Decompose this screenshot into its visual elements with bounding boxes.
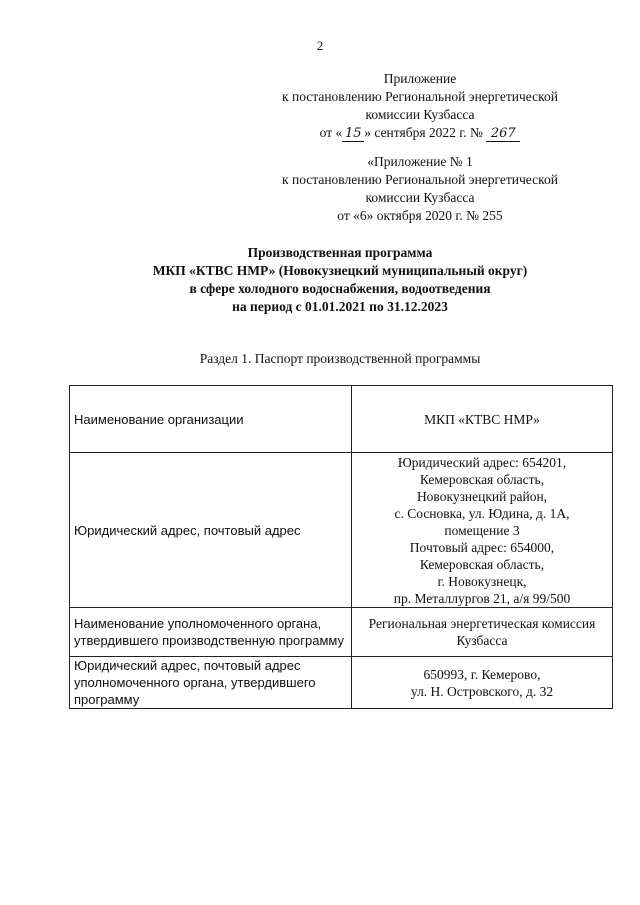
value-line: Юридический адрес: 654201, — [397, 454, 567, 470]
value-line: Новокузнецкий район, — [416, 488, 548, 504]
appendix-current — [250, 70, 590, 142]
value-line: 650993, г. Кемерово, — [423, 666, 541, 682]
row-value — [352, 608, 613, 657]
appendix-original-date: от «6» октября 2020 г. № 255 — [337, 208, 503, 223]
value-line: Почтовый адрес: 654000, — [409, 539, 555, 555]
value-line: Кемеровская область, — [419, 471, 545, 487]
row-label: Наименование уполномоченного органа, утвердившего производственную программу — [70, 608, 352, 657]
value-line: МКП «КТВС НМР» — [424, 411, 540, 427]
value-line: Кузбасса — [456, 633, 508, 648]
row-value — [352, 386, 613, 453]
value-line: г. Новокузнецк, — [437, 573, 527, 589]
appendix-original — [250, 153, 590, 225]
passport-table — [69, 385, 613, 709]
page-number: 2 — [316, 38, 324, 53]
row-value — [352, 453, 613, 608]
appendix-current-title: Приложение — [383, 71, 457, 86]
section-title: Раздел 1. Паспорт производственной программы — [199, 351, 481, 366]
handwritten-number: 267 — [486, 127, 520, 142]
table-row — [70, 657, 613, 709]
value-line: Кемеровская область, — [419, 556, 545, 572]
table-row — [70, 453, 613, 608]
program-title — [60, 244, 620, 316]
appendix-current-date — [250, 124, 590, 142]
row-value — [352, 657, 613, 709]
row-label: Юридический адрес, почтовый адрес уполномоченного органа, утвердившего программу — [70, 657, 352, 709]
value-line: пр. Металлургов 21, а/я 99/500 — [393, 590, 571, 606]
handwritten-day: 15 — [342, 127, 364, 142]
value-line: с. Сосновка, ул. Юдина, д. 1А, — [394, 505, 570, 521]
value-line: ул. Н. Островского, д. 32 — [410, 683, 554, 699]
date-prefix: от « — [319, 125, 343, 140]
appendix-original-title: «Приложение № 1 — [367, 154, 473, 169]
program-title-line3: в сфере холодного водоснабжения, водоотведения — [189, 281, 491, 296]
table-row — [70, 608, 613, 657]
row-label: Юридический адрес, почтовый адрес — [70, 453, 352, 608]
value-line: Региональная энергетическая комиссия — [368, 616, 596, 631]
appendix-original-line3: комиссии Кузбасса — [365, 190, 475, 205]
row-label: Наименование организации — [70, 386, 352, 453]
program-title-line1: Производственная программа — [247, 245, 433, 260]
program-title-line4: на период с 01.01.2021 по 31.12.2023 — [232, 299, 448, 314]
program-title-line2: МКП «КТВС НМР» (Новокузнецкий муниципальный округ) — [152, 263, 528, 278]
appendix-current-line2: к постановлению Региональной энергетической — [282, 89, 558, 104]
appendix-original-line2: к постановлению Региональной энергетической — [282, 172, 558, 187]
date-middle: » сентября 2022 г. № — [364, 125, 483, 140]
table-row — [70, 386, 613, 453]
value-line: помещение 3 — [444, 522, 520, 538]
appendix-current-line3: комиссии Кузбасса — [365, 107, 475, 122]
